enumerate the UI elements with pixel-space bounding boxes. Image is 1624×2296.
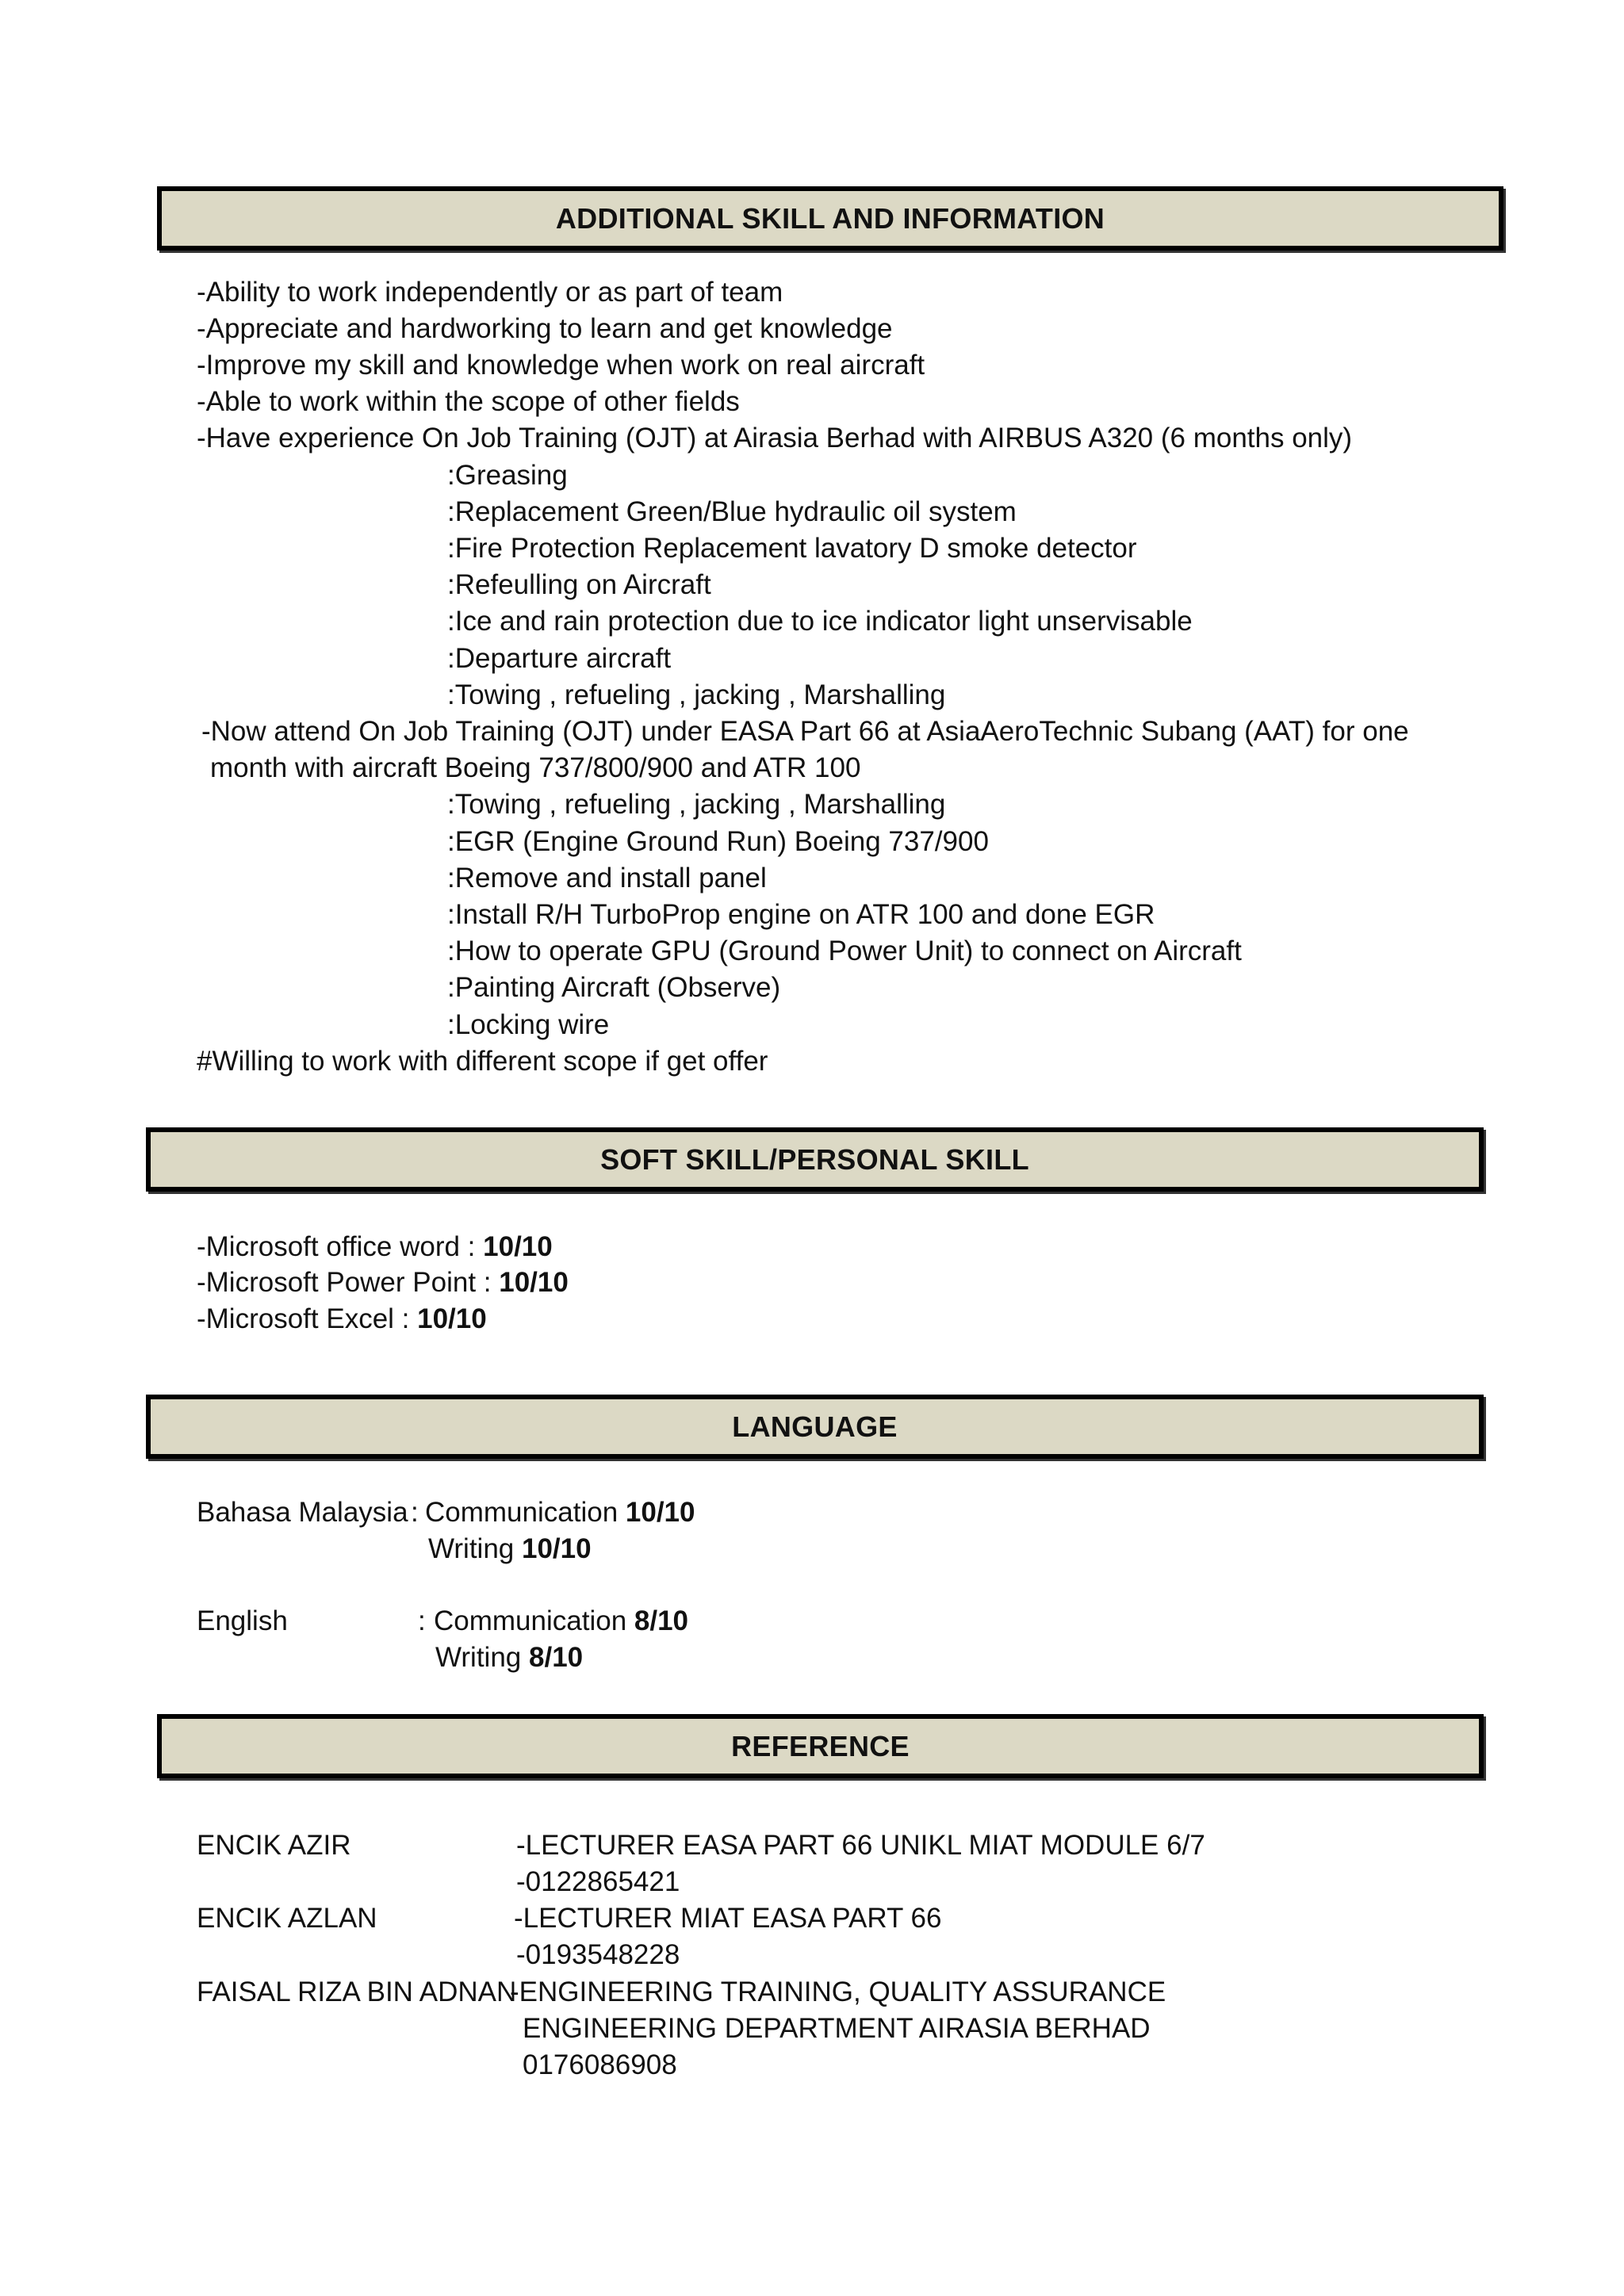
section-title: LANGUAGE bbox=[732, 1410, 898, 1443]
language-communication bbox=[425, 1494, 695, 1531]
skill-item bbox=[197, 1265, 569, 1301]
list-subitem: :Refeulling on Aircraft bbox=[447, 569, 711, 600]
list-item-continued: month with aircraft Boeing 737/800/900 and ATR 100 bbox=[210, 752, 861, 783]
section-title: SOFT SKILL/PERSONAL SKILL bbox=[600, 1142, 1029, 1176]
reference-name: ENCIK AZIR bbox=[197, 1830, 351, 1861]
list-subitem: :Ice and rain protection due to ice indicator light unservisable bbox=[447, 606, 1193, 637]
language-writing bbox=[435, 1640, 583, 1676]
language-name: Bahasa Malaysia bbox=[197, 1497, 408, 1528]
list-subitem: :Locking wire bbox=[447, 1009, 610, 1040]
list-subitem: :Replacement Green/Blue hydraulic oil system bbox=[447, 496, 1017, 527]
list-subitem: :Painting Aircraft (Observe) bbox=[447, 972, 781, 1003]
skill-score: 10/10 bbox=[483, 1231, 553, 1262]
list-item: -Improve my skill and knowledge when work on real aircraft bbox=[197, 350, 925, 381]
reference-detail: -LECTURER EASA PART 66 UNIKL MIAT MODULE 6/7 bbox=[516, 1830, 1205, 1861]
section-header-soft-skill bbox=[146, 1127, 1484, 1192]
skill-label: -Microsoft office word : bbox=[197, 1231, 484, 1262]
skill-score: 10/10 bbox=[499, 1267, 569, 1298]
skill-item bbox=[197, 1229, 553, 1265]
reference-detail: ENGINEERING DEPARTMENT AIRASIA BERHAD bbox=[523, 2013, 1151, 2044]
skill-label: -Microsoft Excel : bbox=[197, 1303, 418, 1334]
language-name: English bbox=[197, 1605, 288, 1636]
section-header-language bbox=[146, 1395, 1484, 1459]
writing-label: Writing bbox=[428, 1533, 522, 1564]
list-subitem: :Departure aircraft bbox=[447, 643, 672, 674]
section-title: ADDITIONAL SKILL AND INFORMATION bbox=[555, 201, 1105, 235]
reference-detail: -0122865421 bbox=[516, 1866, 680, 1897]
language-colon: : bbox=[411, 1497, 419, 1528]
communication-label: Communication bbox=[425, 1497, 626, 1528]
list-item: -Able to work within the scope of other fields bbox=[197, 386, 740, 417]
section-header-reference bbox=[157, 1714, 1484, 1778]
reference-name: FAISAL RIZA BIN ADNAN bbox=[197, 1976, 517, 2007]
skill-label: -Microsoft Power Point : bbox=[197, 1267, 500, 1298]
list-subitem: :Towing , refueling , jacking , Marshalling bbox=[447, 679, 946, 710]
list-item: -Now attend On Job Training (OJT) under EASA Part 66 at AsiaAeroTechnic Subang (AAT) for one bbox=[201, 716, 1409, 747]
list-item: #Willing to work with different scope if get offer bbox=[197, 1046, 768, 1077]
reference-detail: 0176086908 bbox=[523, 2049, 677, 2080]
list-subitem: :Towing , refueling , jacking , Marshalling bbox=[447, 789, 946, 820]
list-subitem: :Fire Protection Replacement lavatory D smoke detector bbox=[447, 533, 1137, 564]
language-colon: : bbox=[418, 1605, 426, 1636]
skill-score: 10/10 bbox=[417, 1303, 487, 1334]
communication-label: Communication bbox=[434, 1605, 634, 1636]
reference-name: ENCIK AZLAN bbox=[197, 1903, 377, 1934]
section-title: REFERENCE bbox=[731, 1729, 910, 1762]
list-item: -Ability to work independently or as part of team bbox=[197, 277, 783, 308]
list-item: -Appreciate and hardworking to learn and get knowledge bbox=[197, 313, 893, 344]
list-subitem: :Greasing bbox=[447, 460, 568, 491]
list-subitem: :Remove and install panel bbox=[447, 863, 767, 894]
communication-score: 8/10 bbox=[634, 1605, 689, 1636]
communication-score: 10/10 bbox=[625, 1497, 695, 1528]
skill-item bbox=[197, 1301, 487, 1337]
section-header-additional-skill bbox=[157, 186, 1503, 251]
language-writing bbox=[428, 1531, 592, 1567]
writing-score: 10/10 bbox=[522, 1533, 592, 1564]
list-subitem: :EGR (Engine Ground Run) Boeing 737/900 bbox=[447, 826, 989, 857]
list-subitem: :Install R/H TurboProp engine on ATR 100 and done EGR bbox=[447, 899, 1155, 930]
reference-detail: -ENGINEERING TRAINING, QUALITY ASSURANCE bbox=[510, 1976, 1166, 2007]
writing-score: 8/10 bbox=[529, 1642, 584, 1673]
reference-detail: -LECTURER MIAT EASA PART 66 bbox=[514, 1903, 942, 1934]
language-communication bbox=[434, 1603, 688, 1640]
writing-label: Writing bbox=[435, 1642, 529, 1673]
list-subitem: :How to operate GPU (Ground Power Unit) to connect on Aircraft bbox=[447, 936, 1242, 966]
reference-detail: -0193548228 bbox=[516, 1939, 680, 1970]
list-item: -Have experience On Job Training (OJT) at Airasia Berhad with AIRBUS A320 (6 months only) bbox=[197, 423, 1353, 453]
